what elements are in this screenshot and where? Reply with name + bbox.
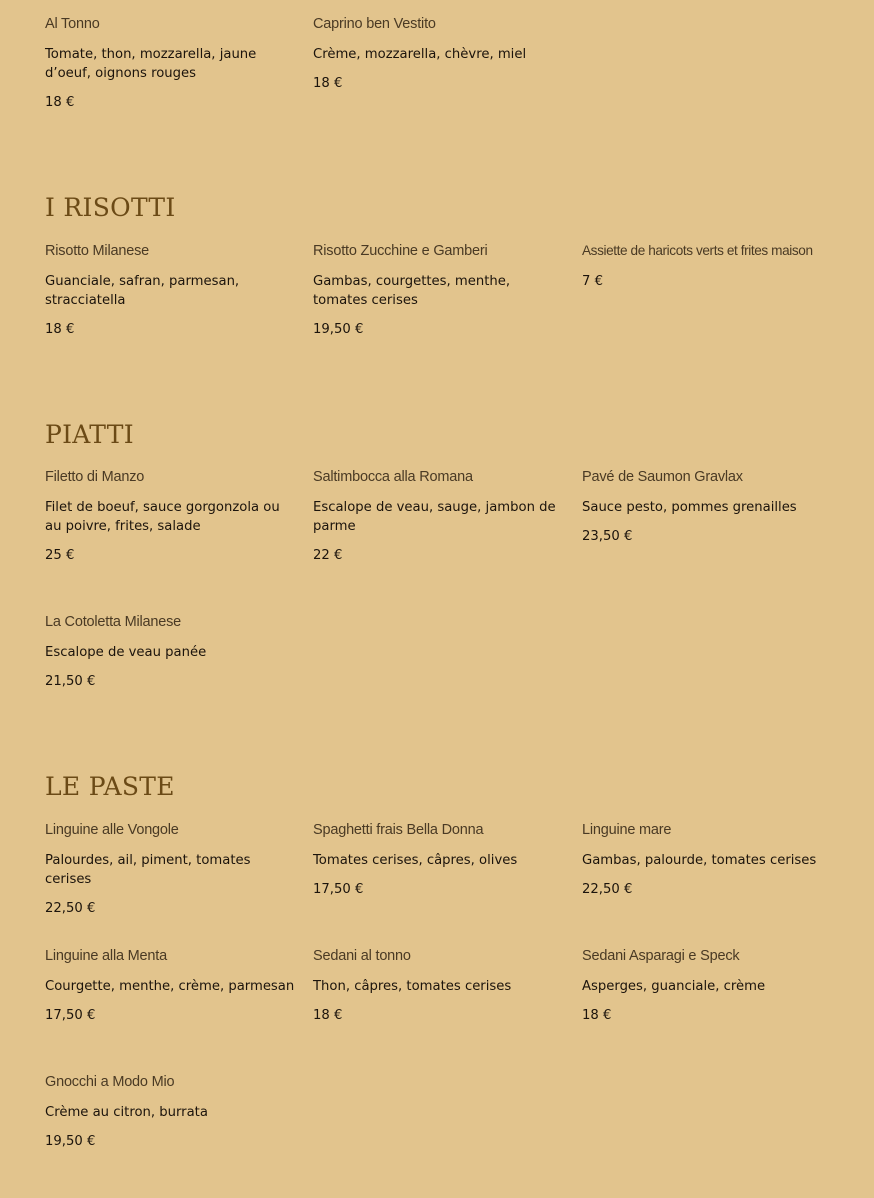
item-description: Gambas, palourde, tomates cerises — [582, 853, 817, 868]
item-price: 7 € — [582, 274, 603, 289]
item-description: Guanciale, safran, parmesan, stracciatella — [45, 274, 240, 308]
menu-item — [313, 242, 563, 339]
item-description: Courgette, menthe, crème, parmesan — [45, 979, 295, 994]
item-price: 23,50 € — [582, 529, 633, 544]
item-price: 18 € — [313, 76, 343, 91]
item-name: Assiette de haricots verts et frites maison — [582, 243, 813, 258]
menu-item — [313, 15, 563, 93]
menu-item — [313, 821, 563, 899]
item-name: Linguine mare — [582, 822, 672, 838]
item-name: Risotto Milanese — [45, 243, 149, 259]
item-price: 19,50 € — [45, 1134, 96, 1149]
item-name: Gnocchi a Modo Mio — [45, 1074, 175, 1090]
menu-item — [45, 821, 295, 918]
item-name: Filetto di Manzo — [45, 469, 145, 485]
item-name: Pavé de Saumon Gravlax — [582, 469, 743, 485]
item-name: Caprino ben Vestito — [313, 16, 436, 32]
menu-item — [45, 15, 295, 112]
section-title-piatti: PIATTI — [45, 420, 134, 449]
item-price: 18 € — [45, 322, 75, 337]
item-description: Escalope de veau panée — [45, 645, 207, 660]
item-description: Tomates cerises, câpres, olives — [313, 853, 518, 868]
item-name: Saltimbocca alla Romana — [313, 469, 473, 485]
item-price: 25 € — [45, 548, 75, 563]
menu-item — [45, 947, 295, 1025]
item-price: 19,50 € — [313, 322, 364, 337]
item-price: 22,50 € — [45, 901, 96, 916]
item-name: Risotto Zucchine e Gamberi — [313, 243, 488, 259]
item-price: 22 € — [313, 548, 343, 563]
item-description: Palourdes, ail, piment, tomates cerises — [45, 853, 251, 887]
item-description: Filet de boeuf, sauce gorgonzola ou au poivre, frites, salade — [45, 500, 280, 534]
menu-item — [45, 468, 295, 565]
section-title-paste: LE PASTE — [45, 772, 175, 801]
item-name: La Cotoletta Milanese — [45, 614, 182, 630]
menu-item — [313, 947, 563, 1025]
item-description: Escalope de veau, sauge, jambon de parme — [313, 500, 556, 534]
menu-item — [582, 468, 832, 546]
menu-item — [582, 947, 832, 1025]
item-description: Sauce pesto, pommes grenailles — [582, 500, 797, 515]
item-name: Spaghetti frais Bella Donna — [313, 822, 484, 838]
item-name: Sedani al tonno — [313, 948, 411, 964]
item-price: 18 € — [582, 1008, 612, 1023]
section-title-risotti: I RISOTTI — [45, 193, 176, 222]
menu-item — [45, 1073, 295, 1151]
item-description: Thon, câpres, tomates cerises — [313, 979, 512, 994]
item-description: Asperges, guanciale, crème — [582, 979, 766, 994]
item-price: 21,50 € — [45, 674, 96, 689]
item-price: 17,50 € — [313, 882, 364, 897]
item-price: 18 € — [313, 1008, 343, 1023]
menu-item — [45, 242, 295, 339]
item-name: Sedani Asparagi e Speck — [582, 948, 740, 964]
item-name: Linguine alle Vongole — [45, 822, 179, 838]
menu-item — [582, 821, 832, 899]
item-price: 18 € — [45, 95, 75, 110]
item-description: Gambas, courgettes, menthe, tomates cerises — [313, 274, 511, 308]
item-name: Al Tonno — [45, 16, 100, 32]
item-name: Linguine alla Menta — [45, 948, 167, 964]
menu-item — [582, 242, 852, 291]
item-price: 17,50 € — [45, 1008, 96, 1023]
item-price: 22,50 € — [582, 882, 633, 897]
menu-item — [313, 468, 563, 565]
item-description: Tomate, thon, mozzarella, jaune d’oeuf, oignons rouges — [45, 47, 257, 81]
menu-item — [45, 613, 295, 691]
item-description: Crème, mozzarella, chèvre, miel — [313, 47, 527, 62]
item-description: Crème au citron, burrata — [45, 1105, 208, 1120]
